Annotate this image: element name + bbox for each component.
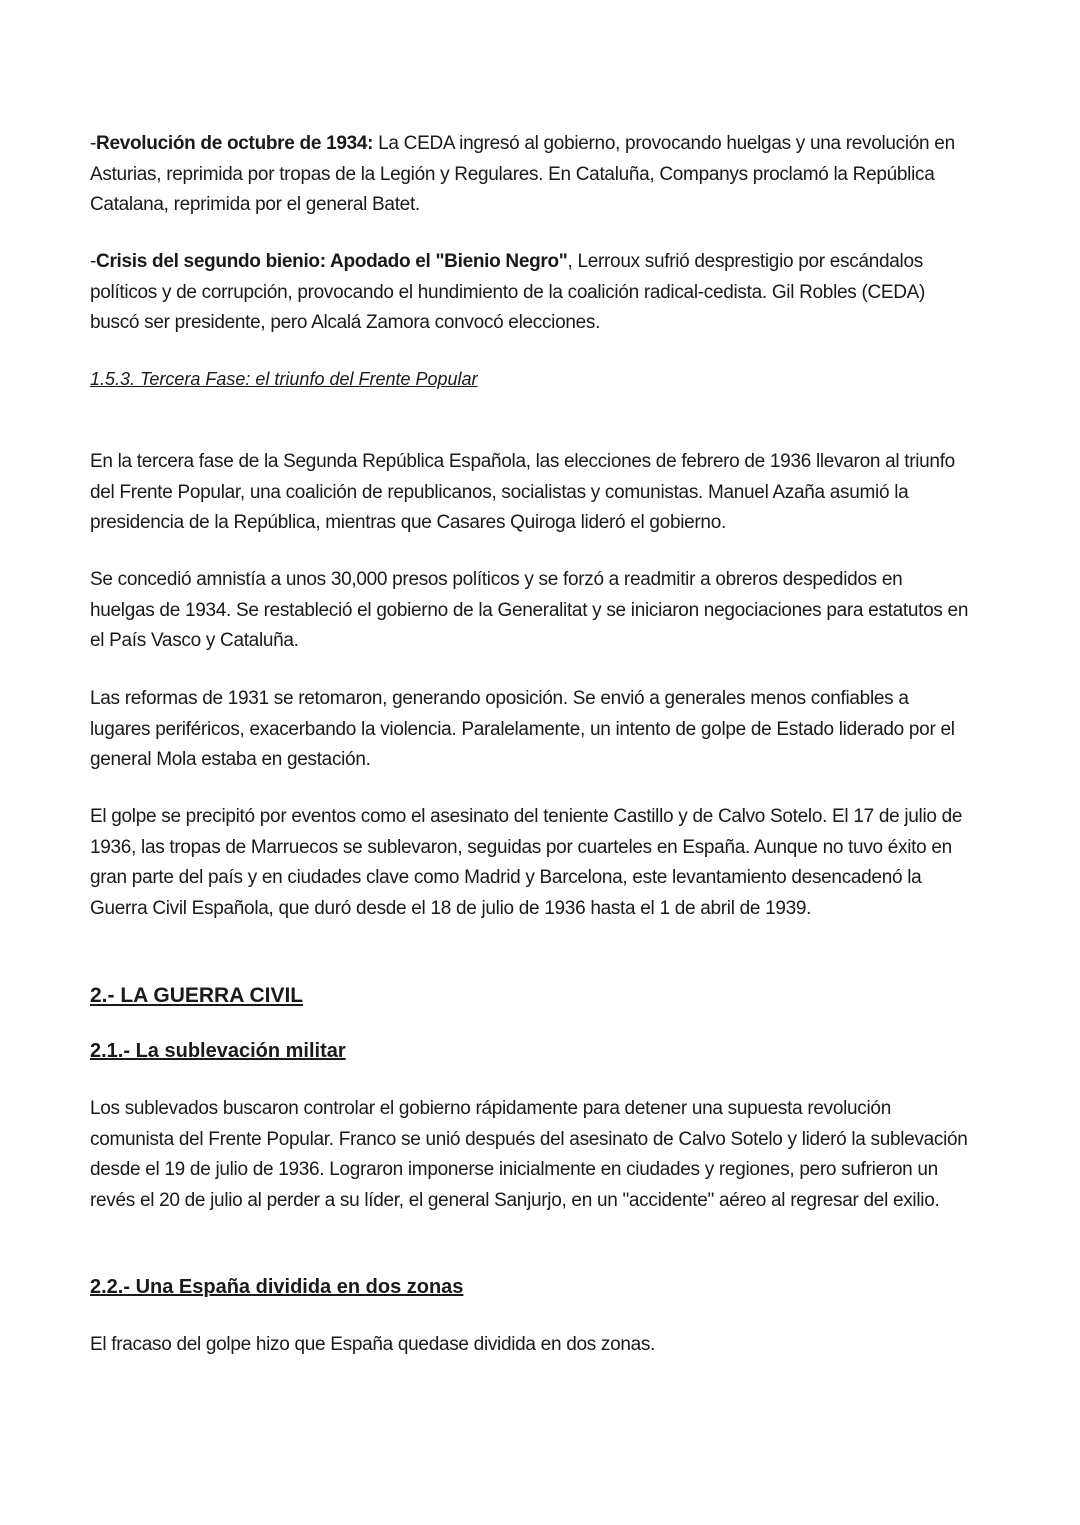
paragraph-sublevacion: Los sublevados buscaron controlar el gobierno rápidamente para detener una supuesta revolución comunista del Frente Popular. Franco se unió después del asesinato de Calvo Sotelo y lideró la sublevación desde el 19 de julio de 1936. Lograron imponerse inicialmente en ciudades y regiones, pero sufrieron un revés el 20 de julio al perder a su líder, el general Sanjurjo, en un "accidente" aéreo al regresar del exilio. (90, 1098, 968, 1211)
heading-sublevacion-militar: 2.1.- La sublevación militar (90, 1040, 346, 1062)
list-dash: - (90, 133, 97, 154)
paragraph-crisis-segundo-bienio (90, 247, 970, 339)
list-dash: - (90, 251, 97, 272)
heading-guerra-civil: 2.- LA GUERRA CIVIL (90, 984, 304, 1007)
paragraph-tercera-fase-3: Las reformas de 1931 se retomaron, generando oposición. Se envió a generales menos confiables a lugares periféricos, exacerbando la violencia. Paralelamente, un intento de golpe de Estado liderado por el general Mola estaba en gestación. (90, 688, 955, 770)
bold-lead: Crisis del segundo bienio: Apodado el "Bienio Negro" (96, 251, 568, 272)
bold-lead: Revolución de octubre de 1934: (96, 133, 374, 154)
paragraph-tercera-fase-1: En la tercera fase de la Segunda República Española, las elecciones de febrero de 1936 llevaron al triunfo del Frente Popular, una coalición de republicanos, socialistas y comunistas. Manuel Azaña asumió la presidencia de la República, mientras que Casares Quiroga lideró el gobierno. (90, 451, 955, 533)
paragraph-text: La CEDA ingresó al gobierno, provocando huelgas y una revolución en Asturias, reprimida por tropas de la Legión y Regulares. En Cataluña, Companys proclamó la República Catalana, reprimida por el general Batet. (90, 133, 955, 215)
heading-espana-dividida: 2.2.- Una España dividida en dos zonas (90, 1276, 464, 1298)
paragraph-tercera-fase-4: El golpe se precipitó por eventos como el asesinato del teniente Castillo y de Calvo Sotelo. El 17 de julio de 1936, las tropas de Marruecos se sublevaron, seguidas por cuarteles en España. Aunque no tuvo éxito en gran parte del país y en ciudades clave como Madrid y Barcelona, este levantamiento desencadenó la Guerra Civil Española, que duró desde el 18 de julio de 1936 hasta el 1 de abril de 1939. (90, 806, 963, 919)
paragraph-text: , Lerroux sufrió desprestigio por escándalos políticos y de corrupción, provocando el hundimiento de la coalición radical-cedista. Gil Robles (CEDA) buscó ser presidente, pero Alcalá Zamora convocó elecciones. (90, 251, 926, 333)
paragraph-revolucion-octubre (90, 129, 970, 221)
subheading-1-5-3: 1.5.3. Tercera Fase: el triunfo del Frente Popular (90, 369, 478, 389)
paragraph-tercera-fase-2: Se concedió amnistía a unos 30,000 presos políticos y se forzó a readmitir a obreros despedidos en huelgas de 1934. Se restableció el gobierno de la Generalitat y se iniciaron negociaciones para estatutos en el País Vasco y Cataluña. (90, 569, 969, 651)
paragraph-dos-zonas: El fracaso del golpe hizo que España quedase dividida en dos zonas. (90, 1334, 656, 1355)
